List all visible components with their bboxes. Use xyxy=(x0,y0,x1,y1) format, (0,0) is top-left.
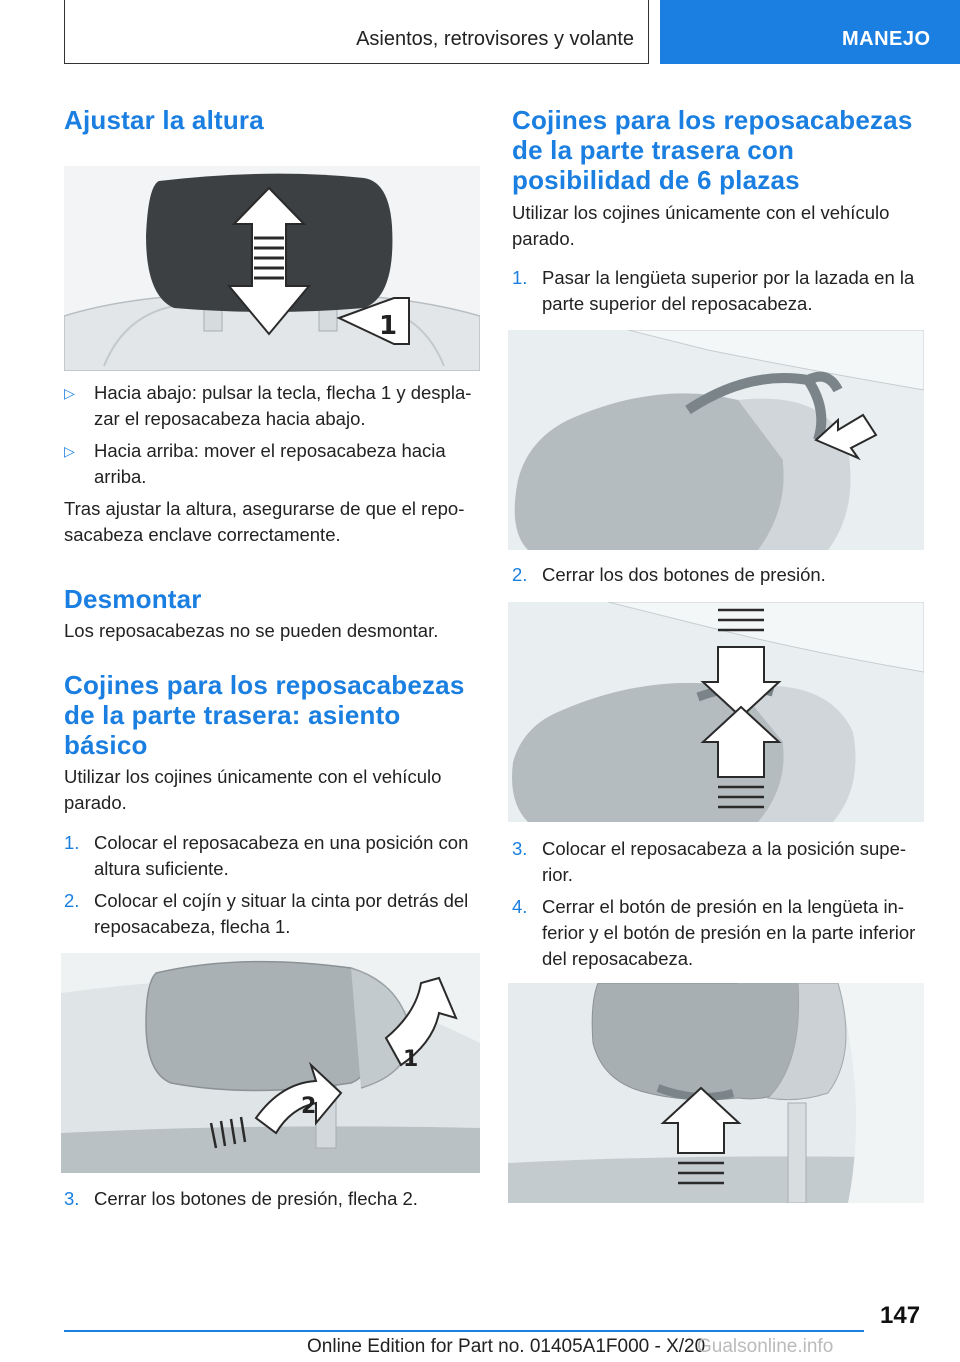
paragraph-altura: Tras ajustar la altura, asegurarse de que el repo‐ sacabeza enclave correctamente. xyxy=(64,498,465,545)
paragraph-basico: Utilizar los cojines únicamente con el vehículo parado. xyxy=(64,766,442,813)
figure-label-arrow-1: 1 xyxy=(403,1047,419,1072)
header-section-tab xyxy=(64,0,649,64)
header-chapter-title: MANEJO xyxy=(842,28,931,50)
bullet-marker: ▷ xyxy=(64,385,75,401)
footer-rule xyxy=(64,1330,864,1332)
step-basico-2 xyxy=(64,888,480,940)
heading-ajustar-altura: Ajustar la altura xyxy=(64,105,264,135)
step-basico-1 xyxy=(64,830,480,882)
footer-edition: Online Edition for Part no. 01405A1F000 - X/20 xyxy=(307,1336,706,1357)
step-number: 2. xyxy=(64,890,80,911)
step-number: 3. xyxy=(64,1188,80,1209)
bullet-marker: ▷ xyxy=(64,443,75,459)
figure-press-buttons xyxy=(508,602,924,822)
step-number: 4. xyxy=(512,896,528,917)
header-section-title: Asientos, retrovisores y volante xyxy=(356,28,634,50)
step-text: Colocar el reposacabeza en una posición con altura suficiente. xyxy=(94,832,469,879)
step-number: 1. xyxy=(512,267,528,288)
step-6plazas-1 xyxy=(512,265,926,317)
bullet-text: Hacia abajo: pulsar la tecla, flecha 1 y despla‐ zar el reposacabeza hacia abajo. xyxy=(94,382,472,429)
step-6plazas-3 xyxy=(512,836,926,888)
step-6plazas-2 xyxy=(512,562,926,588)
step-text: Colocar el reposacabeza a la posición supe‐ rior. xyxy=(542,838,907,885)
page-number: 147 xyxy=(880,1302,921,1329)
heading-6-plazas: Cojines para los reposacabezas de la parte trasera con posibilidad de 6 plazas xyxy=(512,105,913,195)
step-number: 1. xyxy=(64,832,80,853)
step-number: 2. xyxy=(512,564,528,585)
heading-desmontar: Desmontar xyxy=(64,584,202,614)
heading-asiento-basico: Cojines para los reposacabezas de la parte trasera: asiento básico xyxy=(64,670,465,760)
step-text: Cerrar el botón de presión en la lengüeta in‐ ferior y el botón de presión en la parte inferior del reposacabeza. xyxy=(542,896,916,969)
paragraph-6-plazas: Utilizar los cojines únicamente con el vehículo parado. xyxy=(512,202,890,249)
bullet-hacia-abajo xyxy=(64,380,480,432)
step-6plazas-4 xyxy=(512,894,926,972)
figure-lower-button xyxy=(508,983,924,1203)
step-number: 3. xyxy=(512,838,528,859)
figure-headrest-height xyxy=(64,166,480,371)
footer-watermark: Gualsonline.info xyxy=(697,1336,834,1357)
figure-label-arrow-2: 2 xyxy=(301,1094,317,1119)
figure-tongue-loop xyxy=(508,330,924,550)
figure-cushion-basic xyxy=(61,953,480,1173)
bullet-text: Hacia arriba: mover el reposacabeza hacia arriba. xyxy=(94,440,446,487)
step-text: Colocar el cojín y situar la cinta por detrás del reposacabeza, flecha 1. xyxy=(94,890,469,937)
header-chapter-tab[interactable] xyxy=(660,0,960,64)
figure-label-1: 1 xyxy=(379,311,398,341)
paragraph-desmontar: Los reposacabezas no se pueden desmontar. xyxy=(64,620,439,641)
step-text: Cerrar los botones de presión, flecha 2. xyxy=(94,1188,418,1209)
step-text: Pasar la lengüeta superior por la lazada en la parte superior del reposacabeza. xyxy=(542,267,915,314)
step-basico-3 xyxy=(64,1186,480,1212)
bullet-hacia-arriba xyxy=(64,438,480,490)
step-text: Cerrar los dos botones de presión. xyxy=(542,564,826,585)
